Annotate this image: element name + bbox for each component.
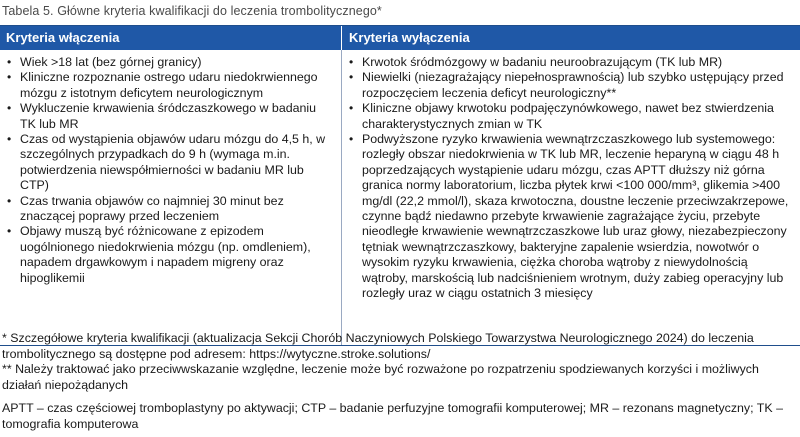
list-item — [0, 132, 341, 194]
list-item — [0, 70, 341, 101]
list-item — [342, 132, 800, 301]
list-item — [342, 70, 800, 101]
inclusion-text: Wiek >18 lat (bez górnej granicy) — [20, 55, 202, 69]
inclusion-text: Czas trwania objawów co najmniej 30 minut bez znaczącej poprawy przed leczeniem — [20, 193, 284, 224]
bullet-icon: • — [349, 132, 354, 147]
table-header — [0, 26, 800, 50]
exclusion-text: Podwyższone ryzyko krwawienia wewnątrzczaszkowego lub systemowego: rozległy obszar niedokrwienia w TK lub MR, leczenie heparyną w ciągu 48 h poprzedzających wystąpienie udaru mózgu, czas APTT dłuższy niż górna granica normy laboratorium, liczba płytek krwi <100 000/mm³, glikemia >400 mg/dl (22,2 mmol/l), skaza krwotoczna, doustne leczenie przeciwzakrzepowe, czynne bądź niedawno przebyte krwawienie zagrażające życiu, przebyte nieodległe krwawienie wewnątrzczaszkowe lub uraz głowy, niezabezpieczony tętniak wewnątrzczaszkowy, bakteryjne zapalenie wsierdzia, nowotwór o wysokim ryzyku krwawienia, ciężka choroba wątroby z niewydolnością wątroby, marskością lub nadciśnieniem wrotnym, duży zabieg operacyjny lub rozległy uraz w ciągu ostatnich 3 miesięcy — [362, 132, 789, 301]
criteria-table — [0, 25, 800, 346]
header-inclusion: Kryteria włączenia — [0, 26, 342, 50]
list-item — [342, 101, 800, 132]
header-exclusion: Kryteria wyłączenia — [349, 30, 470, 45]
abbreviations: APTT – czas częściowej tromboplastyny po aktywacji; CTP – badanie perfuzyjne tomografii komputerowej; MR – rezonans magnetyczny; TK – tomografia komputerowa — [2, 401, 783, 431]
bullet-icon: • — [7, 70, 12, 85]
exclusion-text: Niewielki (niezagrażający niepełnosprawnością) lub szybko ustępujący przed rozpoczęciem leczenia deficyt neurologiczny** — [362, 70, 784, 100]
list-item — [0, 101, 341, 132]
inclusion-text: Kliniczne rozpoznanie ostrego udaru niedokrwiennego mózgu z istotnym deficytem neurologicznym — [20, 70, 318, 100]
footnote-double-asterisk: ** Należy traktować jako przeciwwskazanie względne, leczenie może być rozważone po rozpatrzeniu spodziewanych korzyści i możliwych działań niepożądanych — [2, 362, 759, 392]
list-item — [0, 194, 341, 225]
bullet-icon: • — [349, 101, 354, 116]
inclusion-text: Wykluczenie krwawienia śródczaszkowego w badaniu TK lub MR — [20, 101, 317, 131]
list-item — [0, 224, 341, 286]
inclusion-text: Czas od wystąpienia objawów udaru mózgu do 4,5 h, w szczególnych przypadkach do 9 h (wymaga m.in. potwierdzenia niewspółmierności w badaniu MR lub CTP) — [20, 132, 326, 193]
list-item — [342, 55, 800, 70]
list-item — [0, 55, 341, 70]
exclusion-text: Krwotok śródmózgowy w badaniu neuroobrazującym (TK lub MR) — [362, 55, 723, 69]
exclusion-text: Kliniczne objawy krwotoku podpajęczynówkowego, nawet bez stwierdzenia charakterystycznych zmian w TK — [362, 101, 774, 131]
table-body — [0, 50, 800, 345]
exclusion-column — [342, 50, 800, 345]
bullet-icon: • — [7, 101, 12, 116]
bullet-icon: • — [7, 132, 12, 147]
inclusion-list — [0, 55, 341, 286]
exclusion-list — [342, 55, 800, 302]
inclusion-column — [0, 50, 342, 345]
bullet-icon: • — [349, 55, 354, 69]
bullet-icon: • — [7, 55, 12, 69]
inclusion-text: Objawy muszą być różnicowane z epizodem uogólnionego niedokrwienia mózgu (np. omdleniem), napadem drgawkowym i napadem migreny oraz hipoglikemii — [20, 224, 311, 285]
bullet-icon: • — [7, 193, 12, 208]
table-notes — [2, 331, 798, 432]
bullet-icon: • — [349, 70, 354, 85]
bullet-icon: • — [7, 224, 12, 239]
table-caption: Tabela 5. Główne kryteria kwalifikacji do leczenia trombolitycznego* — [2, 4, 382, 18]
footnote-single-asterisk: * Szczegółowe kryteria kwalifikacji (aktualizacja Sekcji Chorób Naczyniowych Polskiego Towarzystwa Neurologicznego 2024) do leczenia trombolitycznego są dostępne pod adresem: https://wytyczne.stroke.solutions/ — [2, 331, 754, 361]
